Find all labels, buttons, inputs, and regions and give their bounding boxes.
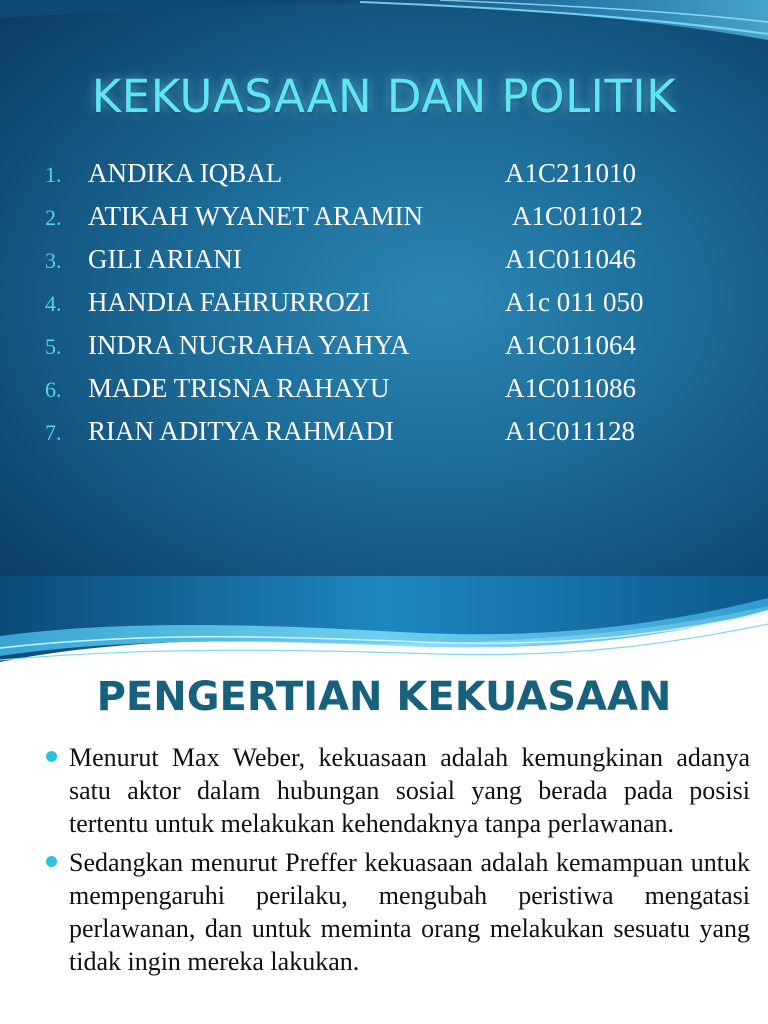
member-row: [0, 370, 768, 413]
member-id: A1C011046: [505, 244, 637, 274]
decorative-waves-top: [0, 576, 768, 666]
member-row: [0, 327, 768, 370]
slide-title: PENGERTIAN KEKUASAAN: [96, 674, 672, 720]
member-name: ANDIKA IQBAL: [88, 158, 283, 188]
bullet-text: Sedangkan menurut Preffer kekuasaan adalah kemampuan untuk mempengaruhi perilaku, mengubah peristiwa mengatasi perlawanan, dan untuk meminta orang melakukan sesuatu yang tidak ingin mereka lakukan.: [69, 848, 750, 976]
member-name: INDRA NUGRAHA YAHYA: [88, 330, 410, 360]
bullet-item: [0, 846, 768, 978]
decorative-waves-top: [0, 0, 768, 70]
member-row: [0, 241, 768, 284]
bullet-list: [0, 741, 768, 984]
member-row: [0, 198, 768, 241]
member-number: 3.: [45, 248, 62, 273]
member-id: A1C211010: [505, 158, 637, 188]
member-name: GILI ARIANI: [88, 244, 242, 274]
bullet-dot-icon: [46, 856, 57, 867]
member-row: [0, 413, 768, 456]
bullet-text: Menurut Max Weber, kekuasaan adalah kemungkinan adanya satu aktor dalam hubungan sosial yang berada pada posisi tertentu untuk melakukan kehendaknya tanpa perlawanan.: [69, 743, 750, 838]
member-id: A1C011012: [512, 201, 644, 231]
slide-title: KEKUASAAN DAN POLITIK: [91, 70, 677, 123]
member-row: [0, 284, 768, 327]
member-row: [0, 155, 768, 198]
member-id: A1C011064: [505, 330, 637, 360]
bullet-dot-icon: [46, 751, 57, 762]
member-id: A1C011086: [505, 373, 637, 403]
member-list: [0, 155, 768, 456]
member-number: 1.: [45, 162, 62, 187]
member-name: RIAN ADITYA RAHMADI: [88, 416, 395, 446]
member-id: A1c 011 050: [505, 287, 644, 317]
member-number: 4.: [45, 291, 62, 316]
member-number: 2.: [45, 205, 62, 230]
member-name: HANDIA FAHRURROZI: [88, 287, 371, 317]
bullet-item: [0, 741, 768, 840]
member-id: A1C011128: [505, 416, 636, 446]
member-name: ATIKAH WYANET ARAMIN: [88, 201, 423, 231]
member-name: MADE TRISNA RAHAYU: [88, 373, 390, 403]
slide-definition: [0, 576, 768, 1024]
member-number: 5.: [45, 334, 62, 359]
member-number: 7.: [45, 420, 62, 445]
member-number: 6.: [45, 377, 62, 402]
